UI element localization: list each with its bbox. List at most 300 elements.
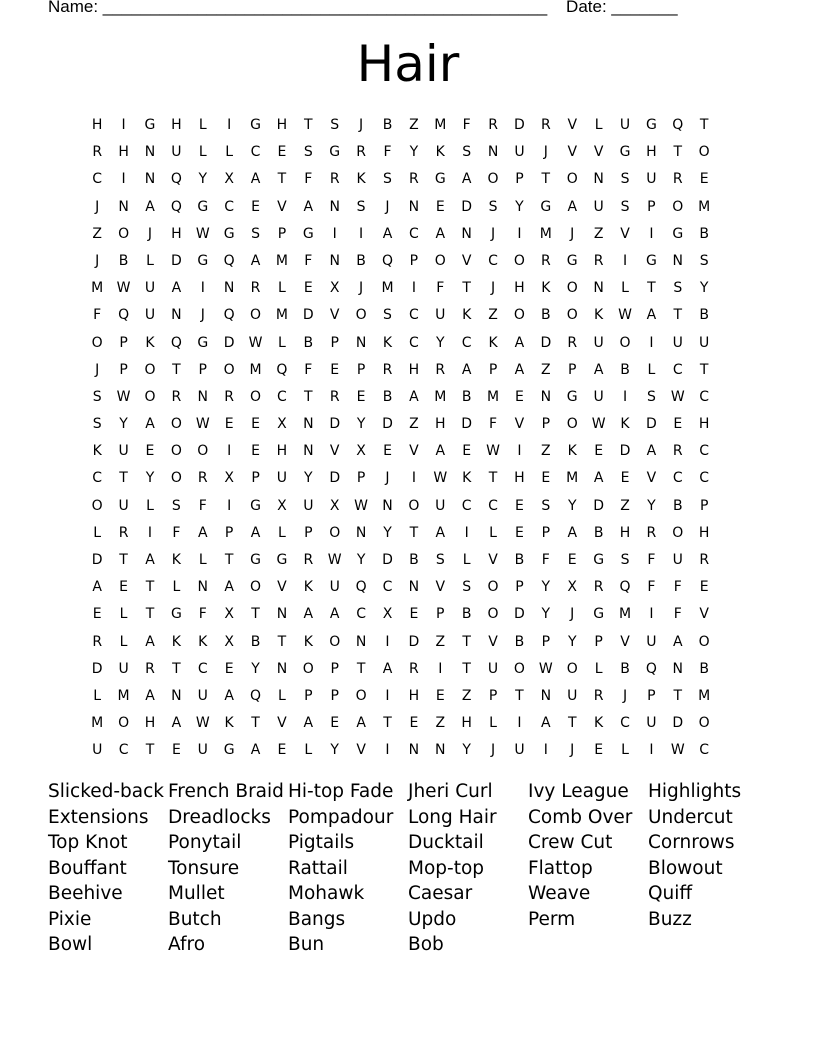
grid-letter: C bbox=[699, 443, 710, 460]
grid-letter: N bbox=[303, 443, 314, 460]
grid-letter: B bbox=[699, 225, 709, 242]
grid-letter: E bbox=[620, 470, 630, 487]
grid-letter: N bbox=[461, 225, 472, 242]
grid-letter: U bbox=[593, 334, 604, 351]
grid-letter: I bbox=[517, 225, 522, 242]
grid-letter: O bbox=[698, 144, 710, 161]
grid-letter: O bbox=[566, 280, 578, 297]
grid-letter: Z bbox=[541, 361, 551, 378]
grid-letter: G bbox=[170, 606, 182, 623]
grid-letter: Y bbox=[198, 171, 208, 188]
grid-letter: P bbox=[699, 497, 709, 514]
grid-letter: C bbox=[699, 388, 710, 405]
grid-letter: G bbox=[250, 497, 261, 514]
grid-letter: A bbox=[593, 470, 604, 487]
grid-letter: G bbox=[593, 606, 605, 623]
grid-row bbox=[84, 494, 744, 521]
grid-letter: N bbox=[408, 579, 420, 596]
grid-letter: I bbox=[649, 334, 654, 351]
grid-letter: L bbox=[621, 280, 629, 297]
grid-row bbox=[84, 385, 744, 412]
word-list-item: Bouffant bbox=[48, 857, 127, 879]
grid-letter: C bbox=[461, 334, 472, 351]
grid-letter: R bbox=[488, 117, 498, 133]
grid-letter: F bbox=[647, 552, 656, 568]
grid-letter: P bbox=[436, 606, 445, 623]
grid-letter: E bbox=[277, 144, 287, 161]
grid-letter: C bbox=[699, 742, 710, 759]
grid-letter: I bbox=[517, 443, 522, 460]
grid-letter: A bbox=[250, 252, 261, 269]
grid-letter: P bbox=[515, 579, 524, 596]
grid-letter: O bbox=[118, 225, 130, 242]
word-list-item: Rattail bbox=[288, 857, 348, 879]
grid-letter: S bbox=[171, 497, 181, 514]
grid-letter: U bbox=[593, 198, 604, 215]
grid-letter: Z bbox=[409, 416, 419, 433]
grid-letter: H bbox=[514, 470, 525, 487]
grid-letter: T bbox=[356, 660, 366, 677]
grid-letter: A bbox=[303, 606, 314, 623]
grid-letter: G bbox=[223, 742, 235, 759]
word-list-item: Weave bbox=[528, 883, 591, 904]
grid-letter: G bbox=[250, 117, 261, 133]
grid-letter: A bbox=[250, 742, 261, 759]
grid-letter: T bbox=[277, 171, 287, 188]
grid-letter: Y bbox=[409, 144, 419, 161]
grid-letter: P bbox=[515, 171, 524, 188]
grid-letter: A bbox=[461, 171, 472, 188]
grid-letter: H bbox=[276, 443, 288, 460]
grid-letter: K bbox=[594, 307, 604, 324]
grid-letter: E bbox=[92, 606, 102, 623]
grid-letter: K bbox=[594, 715, 604, 732]
grid-letter: Z bbox=[541, 443, 551, 460]
grid-letter: D bbox=[223, 334, 235, 351]
grid-letter: D bbox=[593, 497, 604, 514]
grid-letter: J bbox=[570, 606, 575, 623]
grid-letter: W bbox=[486, 443, 500, 460]
grid-letter: F bbox=[489, 416, 498, 433]
grid-letter: B bbox=[541, 307, 551, 324]
grid-letter: H bbox=[408, 687, 420, 704]
grid-letter: O bbox=[91, 334, 103, 351]
grid-letter: J bbox=[385, 198, 390, 215]
grid-letter: A bbox=[224, 579, 234, 596]
grid-letter: C bbox=[699, 470, 710, 487]
grid-letter: B bbox=[382, 117, 393, 133]
grid-letter: C bbox=[620, 715, 630, 732]
grid-letter: A bbox=[303, 715, 314, 732]
grid-letter: Z bbox=[435, 715, 446, 732]
grid-letter: W bbox=[591, 416, 606, 433]
grid-letter: Y bbox=[515, 198, 524, 215]
grid-letter: K bbox=[171, 552, 181, 568]
grid-letter: R bbox=[672, 443, 683, 460]
grid-letter: W bbox=[670, 388, 685, 405]
grid-letter: Y bbox=[356, 416, 366, 433]
grid-letter: D bbox=[646, 416, 657, 433]
grid-row bbox=[84, 412, 744, 439]
grid-letter: E bbox=[462, 443, 472, 460]
grid-letter: C bbox=[224, 198, 235, 215]
grid-letter: A bbox=[673, 633, 683, 650]
grid-row bbox=[84, 602, 744, 629]
grid-letter: Q bbox=[645, 660, 657, 677]
grid-row bbox=[84, 630, 744, 657]
grid-letter: Z bbox=[593, 225, 604, 242]
grid-letter: O bbox=[329, 633, 341, 650]
grid-letter: G bbox=[645, 117, 657, 133]
grid-letter: G bbox=[645, 252, 657, 269]
grid-letter: Q bbox=[223, 252, 235, 269]
grid-letter: Y bbox=[330, 742, 339, 759]
grid-letter: C bbox=[382, 579, 393, 596]
grid-letter: N bbox=[223, 280, 235, 297]
grid-letter: O bbox=[698, 715, 710, 732]
grid-letter: V bbox=[329, 307, 340, 324]
grid-letter: T bbox=[673, 687, 683, 704]
grid-letter: M bbox=[434, 388, 447, 405]
grid-letter: O bbox=[170, 443, 182, 460]
grid-letter: E bbox=[567, 552, 577, 568]
grid-letter: Q bbox=[170, 334, 182, 351]
grid-letter: A bbox=[356, 715, 366, 732]
grid-letter: O bbox=[487, 171, 499, 188]
grid-letter: C bbox=[250, 144, 261, 161]
grid-letter: T bbox=[515, 687, 524, 704]
grid-letter: Q bbox=[672, 117, 684, 133]
grid-letter: L bbox=[621, 742, 629, 759]
word-list-item: Blowout bbox=[648, 857, 723, 879]
grid-letter: P bbox=[488, 687, 498, 704]
grid-letter: K bbox=[435, 144, 445, 161]
grid-letter: T bbox=[304, 117, 313, 133]
grid-letter: I bbox=[649, 606, 654, 623]
grid-letter: N bbox=[355, 524, 367, 541]
grid-letter: N bbox=[171, 307, 182, 324]
grid-letter: E bbox=[251, 198, 260, 215]
grid-letter: V bbox=[620, 225, 630, 242]
grid-letter: X bbox=[329, 497, 340, 514]
grid-letter: W bbox=[327, 552, 342, 568]
grid-letter: H bbox=[646, 144, 657, 161]
grid-letter: E bbox=[594, 443, 604, 460]
grid-letter: R bbox=[329, 171, 340, 188]
grid-letter: A bbox=[303, 198, 314, 215]
grid-letter: T bbox=[172, 361, 181, 378]
grid-letter: Z bbox=[620, 497, 630, 514]
grid-letter: P bbox=[488, 361, 498, 378]
word-list-item: Jheri Curl bbox=[408, 781, 493, 802]
grid-letter: O bbox=[619, 334, 631, 351]
grid-letter: R bbox=[92, 144, 103, 161]
grid-letter: E bbox=[303, 280, 313, 297]
grid-letter: N bbox=[329, 198, 340, 215]
grid-letter: A bbox=[382, 225, 393, 242]
grid-letter: U bbox=[514, 144, 525, 161]
grid-letter: V bbox=[620, 633, 630, 650]
grid-letter: O bbox=[144, 361, 156, 378]
grid-letter: X bbox=[277, 416, 287, 433]
grid-letter: E bbox=[515, 388, 524, 405]
grid-letter: D bbox=[170, 252, 182, 269]
grid-letter: G bbox=[566, 252, 578, 269]
grid-letter: T bbox=[647, 280, 656, 297]
grid-letter: M bbox=[117, 687, 130, 704]
grid-letter: O bbox=[408, 497, 420, 514]
grid-letter: E bbox=[330, 715, 340, 732]
grid-row bbox=[84, 711, 744, 738]
grid-letter: U bbox=[646, 171, 657, 188]
grid-letter: O bbox=[513, 660, 525, 677]
grid-letter: S bbox=[383, 171, 392, 188]
grid-letter: C bbox=[92, 171, 103, 188]
grid-letter: O bbox=[434, 252, 446, 269]
grid-letter: K bbox=[462, 307, 472, 324]
grid-letter: D bbox=[329, 416, 341, 433]
word-list-item: Undercut bbox=[648, 806, 733, 828]
grid-letter: K bbox=[620, 416, 630, 433]
grid-letter: P bbox=[304, 524, 313, 541]
grid-letter: W bbox=[195, 225, 210, 242]
grid-letter: Q bbox=[170, 198, 182, 215]
grid-letter: S bbox=[620, 171, 630, 188]
grid-letter: Y bbox=[567, 633, 577, 650]
grid-letter: R bbox=[224, 388, 235, 405]
word-list-item: Updo bbox=[408, 908, 457, 930]
grid-letter: C bbox=[672, 470, 683, 487]
grid-letter: Q bbox=[355, 579, 367, 596]
word-list-item: Bowl bbox=[48, 934, 93, 955]
grid-letter: U bbox=[435, 497, 446, 514]
grid-letter: A bbox=[145, 633, 155, 650]
grid-letter: X bbox=[329, 280, 340, 297]
grid-letter: R bbox=[699, 552, 710, 568]
grid-letter: I bbox=[121, 117, 126, 133]
grid-letter: F bbox=[462, 117, 471, 133]
grid-letter: Y bbox=[541, 606, 551, 623]
grid-letter: E bbox=[119, 579, 129, 596]
grid-row bbox=[84, 222, 744, 249]
grid-letter: P bbox=[541, 416, 551, 433]
grid-letter: G bbox=[672, 225, 684, 242]
grid-letter: G bbox=[329, 144, 341, 161]
grid-letter: K bbox=[171, 633, 181, 650]
grid-letter: V bbox=[488, 552, 498, 568]
grid-row bbox=[84, 575, 744, 602]
grid-letter: N bbox=[672, 660, 684, 677]
grid-letter: L bbox=[93, 687, 102, 704]
grid-letter: V bbox=[646, 470, 657, 487]
grid-letter: C bbox=[408, 307, 419, 324]
word-list-item: Pigtails bbox=[288, 832, 355, 853]
grid-letter: O bbox=[197, 443, 209, 460]
grid-letter: J bbox=[147, 225, 153, 242]
grid-letter: D bbox=[382, 416, 393, 433]
grid-letter: L bbox=[278, 280, 286, 297]
grid-letter: O bbox=[513, 252, 525, 269]
grid-letter: G bbox=[619, 144, 631, 161]
grid-letter: A bbox=[145, 687, 155, 704]
grid-letter: G bbox=[197, 198, 209, 215]
grid-letter: U bbox=[646, 633, 657, 650]
grid-letter: R bbox=[382, 361, 393, 378]
grid-letter: Y bbox=[119, 416, 128, 433]
grid-letter: G bbox=[276, 552, 288, 568]
grid-letter: S bbox=[92, 416, 102, 433]
grid-letter: H bbox=[276, 117, 288, 133]
grid-letter: Y bbox=[541, 579, 551, 596]
grid-letter: U bbox=[303, 497, 314, 514]
grid-letter: T bbox=[145, 606, 155, 623]
grid-letter: J bbox=[622, 687, 628, 704]
grid-letter: Y bbox=[567, 497, 577, 514]
grid-letter: P bbox=[119, 334, 128, 351]
grid-row bbox=[84, 249, 744, 276]
word-list-item: Mohawk bbox=[288, 883, 365, 904]
grid-letter: O bbox=[566, 416, 578, 433]
grid-letter: R bbox=[540, 117, 551, 133]
grid-letter: Q bbox=[276, 361, 288, 378]
grid-letter: C bbox=[672, 361, 683, 378]
grid-letter: U bbox=[699, 334, 710, 351]
word-list-item: Bun bbox=[288, 934, 325, 955]
grid-letter: M bbox=[487, 388, 500, 405]
grid-letter: V bbox=[567, 144, 578, 161]
grid-letter: U bbox=[118, 660, 129, 677]
grid-letter: C bbox=[408, 334, 419, 351]
grid-letter: H bbox=[461, 715, 472, 732]
grid-letter: I bbox=[227, 497, 232, 514]
grid-letter: L bbox=[278, 687, 286, 704]
grid-letter: M bbox=[698, 198, 711, 215]
grid-letter: D bbox=[329, 470, 341, 487]
grid-letter: S bbox=[435, 552, 445, 568]
grid-letter: S bbox=[488, 198, 498, 215]
grid-letter: K bbox=[541, 280, 551, 297]
grid-letter: T bbox=[277, 633, 287, 650]
grid-letter: Y bbox=[383, 524, 392, 541]
grid-letter: M bbox=[249, 361, 262, 378]
grid-letter: T bbox=[172, 660, 181, 677]
grid-letter: F bbox=[647, 579, 656, 596]
grid-letter: K bbox=[303, 633, 313, 650]
grid-letter: T bbox=[383, 715, 392, 732]
grid-letter: I bbox=[332, 225, 337, 242]
word-list-item: Cornrows bbox=[648, 832, 735, 853]
grid-letter: U bbox=[672, 552, 683, 568]
grid-letter: U bbox=[672, 334, 683, 351]
grid-letter: E bbox=[699, 579, 709, 596]
grid-letter: W bbox=[116, 388, 131, 405]
grid-letter: I bbox=[622, 252, 628, 269]
grid-letter: P bbox=[568, 361, 577, 378]
grid-letter: R bbox=[593, 252, 604, 269]
grid-letter: T bbox=[251, 606, 260, 623]
grid-letter: N bbox=[408, 742, 420, 759]
grid-letter: U bbox=[276, 470, 288, 487]
grid-letter: A bbox=[541, 715, 551, 732]
grid-letter: A bbox=[514, 334, 525, 351]
grid-letter: F bbox=[172, 524, 181, 541]
grid-letter: O bbox=[170, 470, 182, 487]
grid-letter: O bbox=[91, 497, 103, 514]
grid-letter: N bbox=[540, 388, 552, 405]
grid-letter: T bbox=[409, 524, 419, 541]
grid-row bbox=[84, 195, 744, 222]
grid-letter: E bbox=[435, 687, 445, 704]
grid-letter: A bbox=[514, 361, 525, 378]
grid-letter: U bbox=[171, 144, 182, 161]
grid-letter: F bbox=[304, 361, 313, 378]
grid-letter: T bbox=[699, 361, 709, 378]
grid-letter: U bbox=[619, 117, 631, 133]
grid-letter: R bbox=[567, 334, 578, 351]
grid-letter: Z bbox=[409, 117, 419, 133]
grid-letter: U bbox=[118, 443, 129, 460]
grid-letter: X bbox=[356, 443, 366, 460]
grid-letter: H bbox=[698, 416, 710, 433]
grid-letter: H bbox=[514, 280, 525, 297]
grid-letter: N bbox=[118, 198, 129, 215]
grid-letter: J bbox=[200, 307, 205, 324]
word-list-item: Pompadour bbox=[288, 806, 394, 828]
grid-letter: N bbox=[487, 144, 499, 161]
word-list-item: Caesar bbox=[408, 883, 473, 904]
grid-letter: R bbox=[250, 280, 261, 297]
grid-letter: S bbox=[251, 225, 260, 242]
grid-letter: P bbox=[330, 660, 339, 677]
grid-letter: N bbox=[593, 280, 604, 297]
grid-letter: A bbox=[145, 552, 155, 568]
grid-letter: E bbox=[251, 416, 260, 433]
word-list bbox=[48, 779, 788, 958]
grid-letter: N bbox=[171, 687, 182, 704]
grid-letter: Z bbox=[461, 687, 472, 704]
grid-letter: L bbox=[278, 524, 286, 541]
grid-letter: E bbox=[435, 198, 445, 215]
grid-letter: O bbox=[250, 307, 262, 324]
grid-letter: Y bbox=[647, 497, 656, 514]
grid-letter: N bbox=[408, 198, 420, 215]
grid-letter: E bbox=[330, 361, 340, 378]
letter-grid bbox=[84, 113, 744, 766]
grid-letter: B bbox=[699, 307, 709, 324]
grid-letter: L bbox=[198, 144, 207, 161]
grid-letter: A bbox=[92, 579, 102, 596]
grid-letter: T bbox=[119, 470, 128, 487]
grid-letter: J bbox=[570, 225, 575, 242]
grid-letter: D bbox=[672, 715, 684, 732]
grid-letter: N bbox=[435, 742, 446, 759]
grid-letter: U bbox=[593, 388, 604, 405]
grid-letter: M bbox=[434, 117, 447, 133]
grid-letter: N bbox=[276, 606, 288, 623]
grid-letter: P bbox=[541, 524, 551, 541]
grid-letter: T bbox=[699, 117, 709, 133]
grid-letter: S bbox=[330, 117, 340, 133]
grid-letter: V bbox=[277, 579, 287, 596]
grid-letter: L bbox=[198, 552, 207, 568]
grid-letter: V bbox=[514, 416, 525, 433]
grid-letter: Q bbox=[118, 307, 130, 324]
grid-letter: M bbox=[539, 225, 552, 242]
grid-letter: U bbox=[118, 497, 129, 514]
grid-letter: N bbox=[197, 388, 208, 405]
grid-letter: P bbox=[198, 361, 207, 378]
grid-letter: L bbox=[594, 117, 603, 133]
